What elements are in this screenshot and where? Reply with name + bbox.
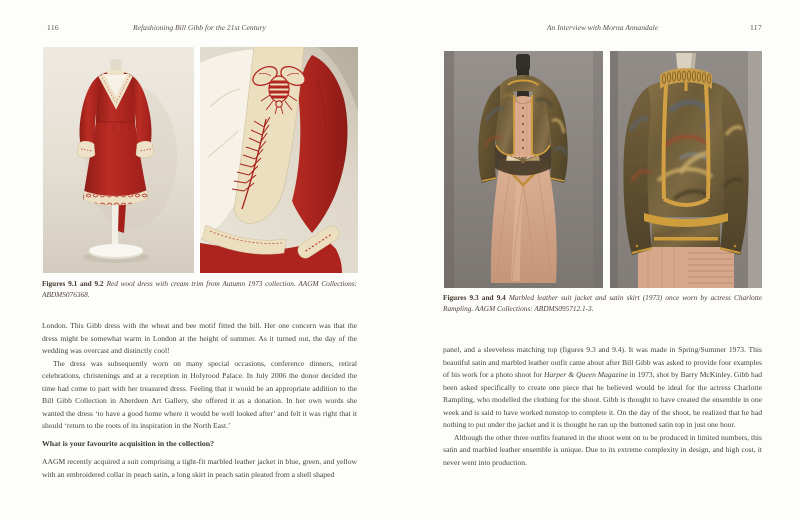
bee-wheat-detail-illustration (200, 47, 358, 273)
paragraph: London. This Gibb dress with the wheat and bee motif fitted the bill. Her one concern was that the dress might be somewhat warm in London at the height of summer. As it turned out, the day of the wedding was overcast and distinctly cool! (42, 321, 357, 356)
magazine-title: Harper & Queen Magazine (543, 370, 628, 380)
paragraph: Although the other three outfits featured in the shoot went on to be produced in limited numbers, this satin and marbled leather ensemble is unique. Due to its extreme complexity in design, and high cost, it never went into production. (443, 432, 762, 467)
paragraph-text: in 1973, shot by Barry McKinley. Gibb had been asked specifically to create one piece that he believed would be ideal for the actress Charlotte Rampling, who modelled the clothing for the shoot. Gibb is thought to have created the ensemble in one week and is said to have worked nonstop to complete it. On the day of the shoot, he realized that he had nothing to put under the jacket and it is thought he ran up the buttoned satin top in just one hour. (443, 370, 762, 430)
page-number-left: 116 (47, 23, 60, 32)
leather-jacket-back-illustration (610, 51, 762, 288)
figure-9-4-image (610, 51, 762, 288)
right-page-body (443, 344, 762, 469)
figure-9-2-image (200, 47, 358, 273)
caption-label: Figures 9.1 and 9.2 (42, 279, 104, 288)
caption-figures-9-3-9-4 (443, 293, 762, 314)
left-page-body (42, 320, 357, 481)
red-dress-illustration (43, 47, 194, 273)
paragraph (443, 344, 762, 432)
running-header-left: Refashioning Bill Gibb for the 21st Century (133, 23, 266, 32)
paragraph: AAGM recently acquired a suit comprising a tight-fit marbled leather jacket in blue, green, and yellow with an embroidered collar in peach satin, a long skirt in peach satin pleated from a shell shaped (42, 456, 357, 479)
caption-text: Red wool dress with cream trim from Autumn 1973 collection. AAGM Collections: ABDMS076368. (42, 279, 357, 299)
paragraph: The dress was subsequently worn on many special occasions, conference dinners, retiral celebrations, christenings and at a reception in Holyrood Palace. In July 2006 the donor decided the time had come to part with her treasured dress. Feeling that it would be an appropriate addition to the Bill Gibb Collection in Aberdeen Art Gallery, she offered it as a donation. In her own words she wanted the dress ‘to have a good home where it would be well looked after’ and felt it was right that it should ‘return to the roots of its inspiration in the North East.’ (42, 358, 357, 431)
figure-9-3-image (444, 51, 603, 288)
section-heading: What is your favourite acquisition in the collection? (42, 439, 215, 449)
caption-label: Figures 9.3 and 9.4 (443, 293, 506, 302)
caption-figures-9-1-9-2 (42, 279, 357, 300)
caption-text: Marbled leather suit jacket and satin skirt (1973) once worn by actress Charlotte Rampling. AAGM Collections: ABDMS095712.1-3. (443, 293, 762, 313)
figure-9-1-image (43, 47, 194, 273)
leather-suit-front-illustration (444, 51, 603, 288)
running-header-right: An Interview with Morna Annandale (546, 23, 659, 32)
page-number-right: 117 (749, 23, 762, 32)
paragraph-text: panel, and a sleeveless matching top (figures 9.3 and 9.4). It was made in Spring/Summer 1973. This beautiful satin and marbled leather outfit came about after Bill Gibb was asked to provide four examples of his work for a photo shoot for (443, 345, 762, 380)
